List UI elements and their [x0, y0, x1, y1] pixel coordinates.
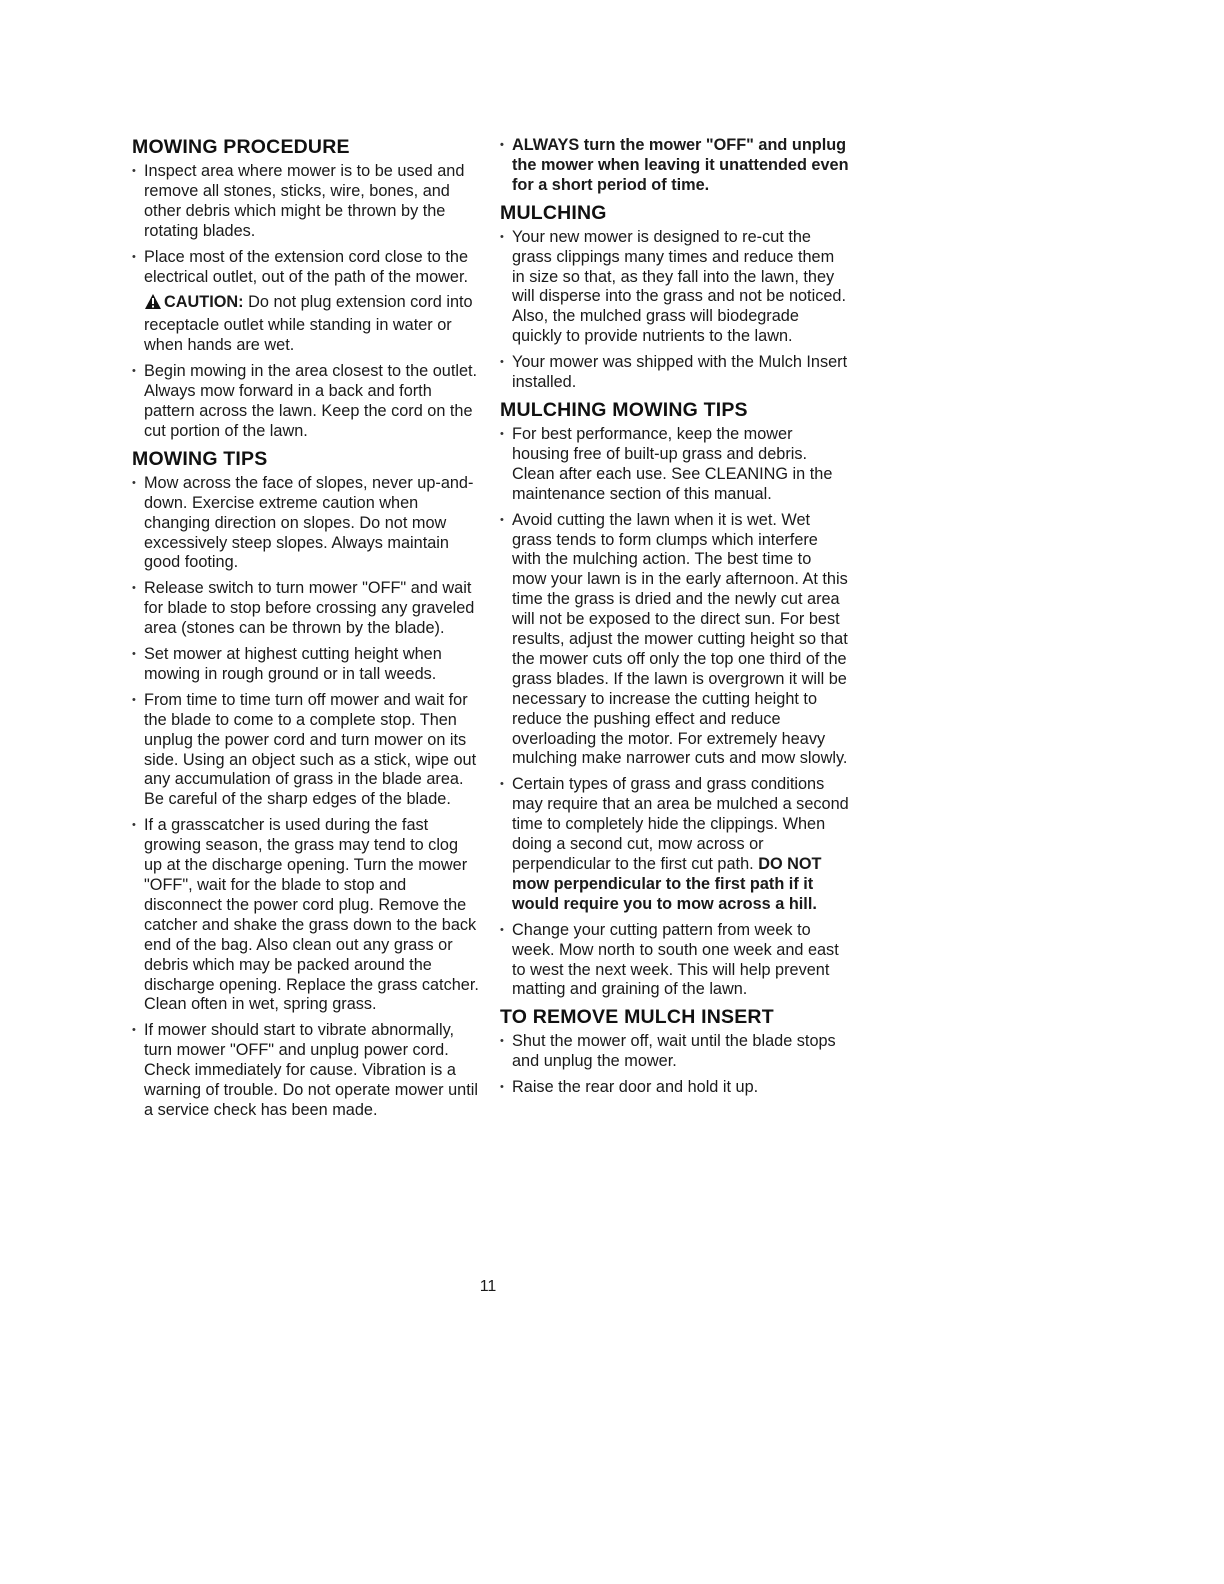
- mulching-tips-list: [500, 425, 850, 1000]
- list-item: • If mower should start to vibrate abnormally, turn mower "OFF" and unplug power cord. Check immediately for cause. Vibration is a warning of trouble. Do not operate mower until a service check has been made.: [132, 1021, 480, 1121]
- list-item: • Avoid cutting the lawn when it is wet. Wet grass tends to form clumps which interfere with the mulching action. The best time to mow your lawn is in the early afternoon. At this time the grass is dried and the newly cut area will not be exposed to the direct sun. For best results, adjust the mower cutting height so that the mower cuts off only the top one third of the grass blades. If the lawn is overgrown it will be necessary to increase the cutting height to reduce the pushing effect and reduce overloading the motor. For extremely heavy mulching make narrower cuts and mow slowly.: [500, 511, 850, 770]
- certain-types-text: Certain types of grass and grass conditions may require that an area be mulched a second time to completely hide the clippings. When doing a second cut, mow across or perpendicular to the first cut path.: [512, 775, 849, 873]
- left-column: [132, 136, 480, 1127]
- list-item: • If a grasscatcher is used during the fast growing season, the grass may tend to clog up at the discharge opening. Turn the mower "OFF", wait for the blade to stop and disconnect the power cord plug. Remove the catcher and shake the grass down to the back end of the bag. Also clean out any grass or debris which may be packed around the discharge opening. Replace the grass catcher. Clean often in wet, spring grass.: [132, 816, 480, 1015]
- list-item: [500, 775, 850, 914]
- list-item: • Your new mower is designed to re-cut the grass clippings many times and reduce them in size so that, as they fall into the lawn, they will disperse into the grass and not be noticed. Also, the mulched grass will biodegrade quickly to provide nutrients to the lawn.: [500, 228, 850, 347]
- list-item: • For best performance, keep the mower housing free of built-up grass and debris. Clean after each use. See CLEANING in the maintenance section of this manual.: [500, 425, 850, 505]
- mulching-tips-section: [500, 399, 850, 1000]
- mowing-procedure-heading: MOWING PROCEDURE: [132, 136, 350, 158]
- mulching-section: [500, 202, 850, 393]
- caution-text: Do not plug extension cord into receptacle outlet while standing in water or when hands are wet.: [144, 293, 473, 355]
- list-item: • Release switch to turn mower "OFF" and wait for blade to stop before crossing any graveled area (stones can be thrown by the blade).: [132, 579, 480, 639]
- certain-types-bold: DO NOT mow perpendicular to the first path if it would require you to mow across a hill.: [512, 855, 822, 913]
- mowing-tips-list: [132, 474, 480, 1121]
- remove-insert-list: [500, 1032, 850, 1098]
- mowing-tips-section: [132, 448, 480, 1121]
- page-number: 11: [479, 1278, 497, 1295]
- mowing-procedure-list-continued: [132, 362, 480, 442]
- mulching-tips-heading: MULCHING MOWING TIPS: [500, 398, 748, 421]
- mowing-procedure-list: [132, 162, 480, 287]
- remove-insert-section: [500, 1006, 850, 1098]
- mowing-procedure-section: [132, 136, 480, 442]
- list-item: • Begin mowing in the area closest to the outlet. Always mow forward in a back and forth pattern across the lawn. Keep the cord on the cut portion of the lawn.: [132, 362, 480, 442]
- caution-label: CAUTION:: [164, 293, 244, 312]
- always-warning: • ALWAYS turn the mower "OFF" and unplug the mower when leaving it unattended even for a short period of time.: [500, 136, 850, 196]
- list-item: • Inspect area where mower is to be used and remove all stones, sticks, wire, bones, and other debris which might be thrown by the rotating blades.: [132, 162, 480, 242]
- mulching-heading: MULCHING: [500, 201, 607, 224]
- mowing-tips-heading: MOWING TIPS: [132, 447, 268, 470]
- mulching-list: [500, 228, 850, 393]
- list-item: • Shut the mower off, wait until the blade stops and unplug the mower.: [500, 1032, 850, 1072]
- caution-note: [132, 293, 480, 356]
- list-item: • Your mower was shipped with the Mulch Insert installed.: [500, 353, 850, 393]
- list-item: • From time to time turn off mower and wait for the blade to come to a complete stop. Then unplug the power cord and turn mower on its side. Using an object such as a stick, wipe out any accumulation of grass in the blade area. Be careful of the sharp edges of the blade.: [132, 691, 480, 810]
- list-item: • Raise the rear door and hold it up.: [500, 1078, 850, 1098]
- always-warning-list: [500, 136, 850, 196]
- warning-triangle-icon: [144, 293, 162, 316]
- right-column: [500, 136, 850, 1104]
- list-item: • Set mower at highest cutting height when mowing in rough ground or in tall weeds.: [132, 645, 480, 685]
- list-item: • Place most of the extension cord close to the electrical outlet, out of the path of the mower.: [132, 248, 480, 288]
- remove-insert-heading: TO REMOVE MULCH INSERT: [500, 1006, 774, 1029]
- list-item: • Change your cutting pattern from week to week. Mow north to south one week and east to west the next week. This will help prevent matting and graining of the lawn.: [500, 921, 850, 1001]
- list-item: • Mow across the face of slopes, never up-and-down. Exercise extreme caution when changing direction on slopes. Do not mow excessively steep slopes. Always maintain good footing.: [132, 474, 480, 574]
